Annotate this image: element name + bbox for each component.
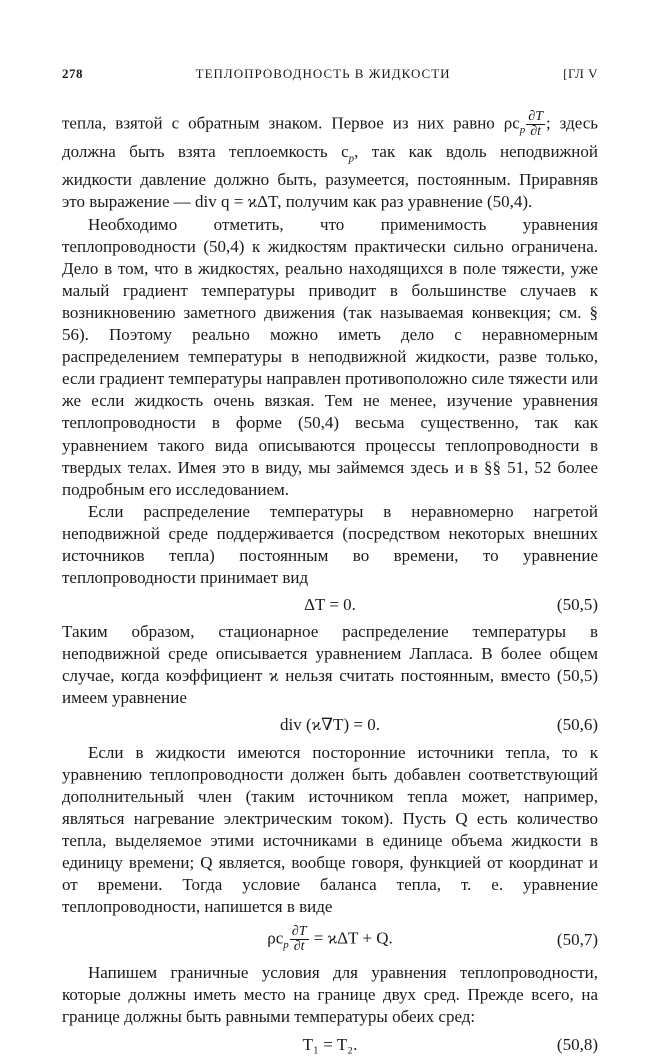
paragraph-4: Таким образом, стационарное распределение температуры в неподвижной среде описывается уравнением Лапласа. В более общем случае, когда коэффициент ϰ нельзя считать постоянным, вместо (50,5) имеем уравнение xyxy=(62,622,598,708)
equation-formula: div (ϰ∇T) = 0. xyxy=(280,715,380,735)
page-number: 278 xyxy=(62,66,83,81)
equation-formula: T₁ = T₂. xyxy=(302,1034,358,1054)
chapter-label: [ГЛ V xyxy=(563,66,598,81)
paragraph-5: Если в жидкости имеются посторонние источники тепла, то к уравнению теплопроводности должен быть добавлен соответствующий дополнительный член (таким источником тепла может, например, являться нагревание электрическим током). Пусть Q есть количество тепла, выделяемое этими источниками в единице объема жидкости в единицу времени; Q является, вообще говоря, функцией от координат и от времени. Тогда условие баланса тепла, т. е. уравнение теплопроводности, напишется в виде xyxy=(62,742,598,917)
running-title: ТЕПЛОПРОВОДНОСТЬ В ЖИДКОСТИ xyxy=(195,66,451,81)
paragraph-1: тепла, взятой с обратным знаком. Первое из них равно $\rho c_p$ $\frac{\partial T}{\partial t}$ ; здесь должна быть взята теплоемкость $c_p$, так как вдоль неподвижной жидкости давление должно быть, разумеется, постоянным. Приравняв это выражение — div q = ϰΔT, получим как раз уравнение (50,4). xyxy=(62,109,598,212)
fraction-dT-dt: $\frac{\partial T}{\partial t}$ xyxy=(528,109,543,139)
equation-number: (50,8) xyxy=(556,1034,598,1054)
equation-50-8 xyxy=(62,1031,598,1059)
equation-number: (50,7) xyxy=(556,930,598,950)
fraction-dT-dt: $\frac{\partial T}{\partial t}$ xyxy=(291,923,307,954)
paragraph-3: Если распределение температуры в неравномерно нагретой неподвижной среде поддерживается (посредством некоторых внешних источников тепла) постоянным во времени, то уравнение теплопроводности принимает вид xyxy=(62,501,598,588)
equation-50-6 xyxy=(62,712,598,740)
equation-number: (50,6) xyxy=(556,715,598,735)
page-body xyxy=(62,110,598,1059)
equation-50-7 xyxy=(62,920,598,960)
equation-50-5 xyxy=(62,591,598,619)
equation-formula: $\rho c_p$ $\frac{\partial T}{\partial t}$ = ϰΔT + Q. xyxy=(267,923,393,954)
running-header xyxy=(62,66,598,86)
book-page xyxy=(62,66,598,1061)
equation-formula: ΔT = 0. xyxy=(304,595,356,615)
paragraph-6: Напишем граничные условия для уравнения теплопроводности, которые должны иметь место на границе двух сред. Прежде всего, на границе должны быть равными температуры обеих сред: xyxy=(62,963,598,1027)
paragraph-2: Необходимо отметить, что применимость уравнения теплопроводности (50,4) к жидкостям практически сильно ограничена. Дело в том, что в жидкостях, реально находящихся в поле тяжести, уже малый градиент температуры приводит в большинстве случаев к возникновению заметного движения (так называемая конвекция; см. § 56). Поэтому реально можно иметь дело с неравномерным распределением температуры в неподвижной жидкости, разве только, если градиент температуры направлен противоположно силе тяжести или же если жидкость очень вязкая. Тем не менее, изучение уравнения теплопроводности в форме (50,4) весьма существенно, так как уравнением такого вида описываются процессы теплопроводности в твердых телах. Имея это в виду, мы займемся здесь и в §§ 51, 52 более подробным его исследованием. xyxy=(62,214,598,499)
equation-number: (50,5) xyxy=(556,595,598,615)
